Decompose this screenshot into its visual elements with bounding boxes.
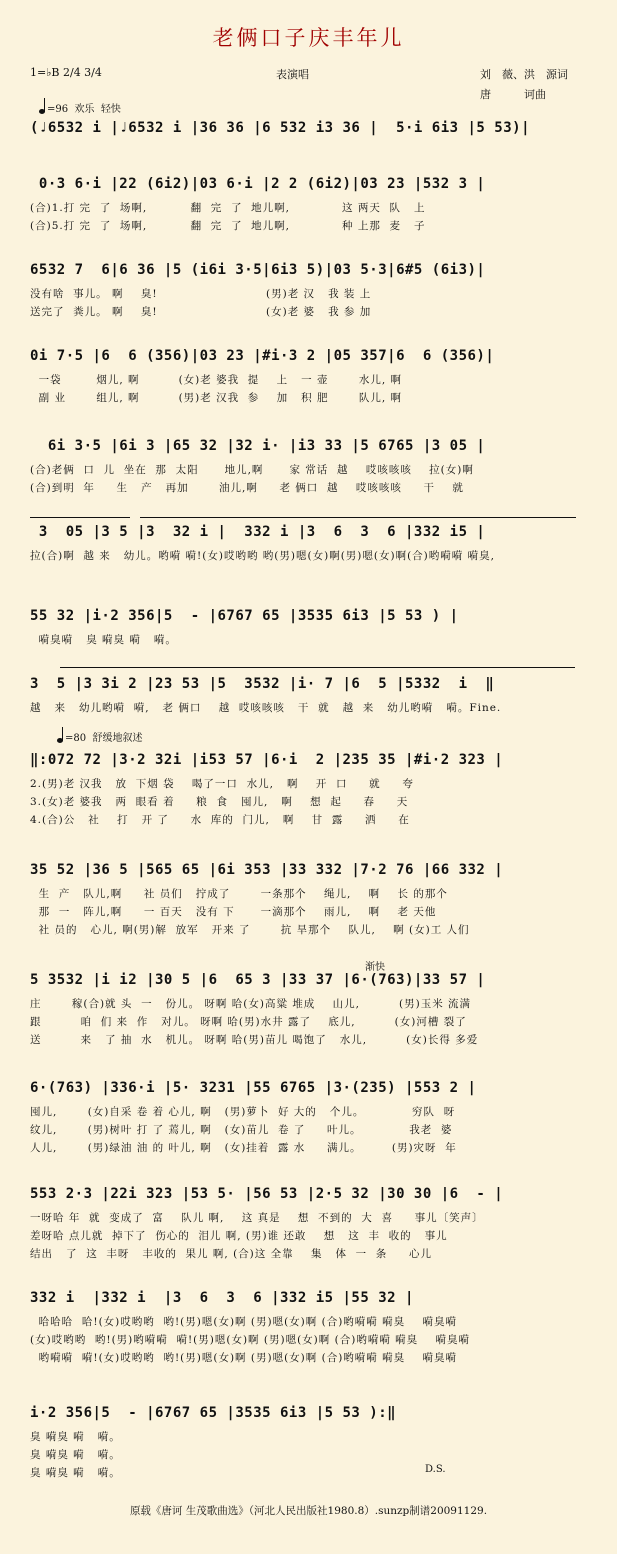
lyric-line: (合)5.打 完 了 场啊, 翻 完 了 地儿啊, 种 上那 麦 子 — [30, 220, 426, 232]
lyric-line: 纹儿, (男)树叶 打 了 蔫儿, 啊 (女)苗儿 卷 了 叶儿。 我老 婆 — [30, 1124, 453, 1136]
tempo-mark-1: =96 欢乐 轻快 — [47, 104, 121, 115]
notation-line: (♩6532 i |♩6532 i |36 36 |6 532 i3 36 | 5·i 6i3 |5 53)| — [30, 120, 531, 136]
lyric-line: (合)1.打 完 了 场啊, 翻 完 了 地儿啊, 这 两天 队 上 — [30, 202, 426, 214]
lyric-line: 生 产 队儿,啊 社 员们 拧成了 一条那个 绳儿, 啊 长 的那个 — [30, 888, 448, 900]
notation-line: 6·(763) |336·i |5· 3231 |55 6765 |3·(235) |553 2 | — [30, 1080, 477, 1096]
lyric-line: 送完了 粪儿。 啊 臭! (女)老 婆 我 参 加 — [30, 306, 372, 318]
notation-line: 3 05 |3 5 |3 32 i | 332 i |3 6 3 6 |332 i5 | — [30, 524, 486, 540]
lyric-line: 那 一 阵儿,啊 一 百天 没有 下 一滴那个 雨儿, 啊 老 天他 — [30, 906, 437, 918]
notation-line: i·2 356|5 - |6767 65 |3535 6i3 |5 53 ):‖ — [30, 1405, 397, 1421]
lyric-line: 没有啥 事儿。 啊 臭! (男)老 汉 我 装 上 — [30, 288, 372, 300]
notation-line: 553 2·3 |22i 323 |53 5· |56 53 |2·5 32 |30 30 |6 - | — [30, 1186, 504, 1202]
quarter-note-icon — [39, 109, 45, 114]
notation-line: 6532 7 6|6 36 |5 (i6i 3·5|6i3 5)|03 5·3|6#5 (6i3)| — [30, 262, 486, 278]
tempo-mark-2: =80 舒缓地叙述 — [65, 733, 143, 744]
lyric-line: 囤儿, (女)自采 卷 着 心儿, 啊 (男)萝卜 好 大的 个儿。 穷队 呀 — [30, 1106, 456, 1118]
lyric-line: (女)哎哟哟 哟!(男)哟嗬嗬 嗬!(男)嗯(女)啊 (男)嗯(女)啊 (合)哟嗬嗬 嗬臭 嗬臭嗬 — [30, 1334, 471, 1346]
notation-line: 0i 7·5 |6 6 (356)|03 23 |#i·3 2 |05 357|6 6 (356)| — [30, 348, 495, 364]
lyric-line: 庄 稼(合)就 头 一 份儿。 呀啊 哈(女)高粱 堆成 山儿, (男)玉米 流满 — [30, 998, 472, 1010]
composer-credit: 唐 诃曲 — [480, 88, 546, 101]
volta-bracket-1 — [30, 517, 130, 524]
volta-bracket-3 — [60, 667, 575, 674]
lyric-line: 3.(女)老 婆我 两 眼看 着 粮 食 囤儿, 啊 想 起 春 天 — [30, 796, 409, 808]
lyric-line: 4.(合)公 社 打 开 了 水 库的 门儿, 啊 甘 露 洒 在 — [30, 814, 410, 826]
notation-line: 5 3532 |i i2 |30 5 |6 65 3 |33 37 |6·(763)|33 57 | — [30, 972, 486, 988]
lyric-line: 一呀哈 年 就 变成了 富 队儿 啊, 这 真是 想 不到的 大 喜 事儿〔笑声〕 — [30, 1212, 484, 1224]
notation-line: 6i 3·5 |6i 3 |65 32 |32 i· |i3 33 |5 6765 |3 05 | — [30, 438, 486, 454]
ds-mark: D.S. — [425, 1464, 446, 1475]
lyric-line: 跟 咱 们 来 作 对儿。 呀啊 哈(男)水井 露了 底儿, (女)河槽 裂了 — [30, 1016, 467, 1028]
song-title: 老俩口子庆丰年儿 — [212, 26, 405, 50]
lyric-line: 送 来 了 抽 水 机儿。 呀啊 哈(男)苗儿 喝饱了 水儿, (女)长得 多爱 — [30, 1034, 479, 1046]
lyric-line: (合)老俩 口 儿 坐在 那 太阳 地儿,啊 家 常话 越 哎咳咳咳 拉(女)啊 — [30, 464, 474, 476]
notation-line: 35 52 |36 5 |565 65 |6i 353 |33 332 |7·2 76 |66 332 | — [30, 862, 504, 878]
lyric-line: 臭 嗬臭 嗬 嗬。 — [30, 1431, 121, 1443]
performance-form: 表演唱 — [276, 68, 309, 81]
lyric-line: 副 业 组儿, 啊 (男)老 汉我 参 加 积 肥 队儿, 啊 — [30, 392, 403, 404]
lyric-line: (合)到明 年 生 产 再加 油儿,啊 老 俩口 越 哎咳咳咳 干 就 — [30, 482, 464, 494]
quarter-note-icon — [57, 738, 63, 743]
lyricist-credit: 刘 薇、洪 源词 — [480, 68, 568, 81]
source-footer: 原载《唐诃 生茂歌曲选》（河北人民出版社1980.8）.sunzp制谱20091129. — [129, 1505, 488, 1517]
speed-mark: 渐快 — [365, 962, 385, 973]
notation-line: 0·3 6·i |22 (6i2)|03 6·i |2 2 (6i2)|03 23 |532 3 | — [30, 176, 486, 192]
notation-line: 332 i |332 i |3 6 3 6 |332 i5 |55 32 | — [30, 1290, 414, 1306]
volta-bracket-2 — [140, 517, 576, 524]
lyric-line: 臭 嗬臭 嗬 嗬。 — [30, 1449, 121, 1461]
notation-line: 55 32 |i·2 356|5 - |6767 65 |3535 6i3 |5 53 ) | — [30, 608, 459, 624]
lyric-line: 社 员的 心儿, 啊(男)解 放军 开来 了 抗 旱那个 队儿, 啊 (女)工 人们 — [30, 924, 470, 936]
notation-line: 3 5 |3 3i 2 |23 53 |5 3532 |i· 7 |6 5 |5332 i ‖ — [30, 676, 495, 692]
lyric-line: 哈哈哈 哈!(女)哎哟哟 哟!(男)嗯(女)啊 (男)嗯(女)啊 (合)哟嗬嗬 嗬臭 嗬臭嗬 — [30, 1316, 457, 1328]
lyric-line: 臭 嗬臭 嗬 嗬。 — [30, 1467, 121, 1479]
lyric-line: 哟嗬嗬 嗬!(女)哎哟哟 哟!(男)嗯(女)啊 (男)嗯(女)啊 (合)哟嗬嗬 嗬臭 嗬臭嗬 — [30, 1352, 457, 1364]
key-signature: 1=♭B 2/4 3/4 — [30, 66, 102, 79]
lyric-line: 一袋 烟儿, 啊 (女)老 婆我 提 上 一 壶 水儿, 啊 — [30, 374, 403, 386]
lyric-line: 嗬臭嗬 臭 嗬臭 嗬 嗬。 — [30, 634, 177, 646]
lyric-line: 人儿, (男)绿油 油 的 叶儿, 啊 (女)挂着 露 水 满儿。 (男)灾呀 年 — [30, 1142, 457, 1154]
notation-line: ‖:072 72 |3·2 32i |i53 57 |6·i 2 |235 35 |#i·2 323 | — [30, 752, 504, 768]
lyric-line: 拉(合)啊 越 来 幼儿。哟嗬 嗬!(女)哎哟哟 哟(男)嗯(女)啊(男)嗯(女)啊(合)哟嗬嗬 嗬臭, — [30, 550, 495, 562]
lyric-line: 结出 了 这 丰呀 丰收的 果儿 啊, (合)这 全靠 集 体 一 条 心儿 — [30, 1248, 432, 1260]
lyric-line: 差呀哈 点儿就 掉下了 伤心的 泪儿 啊, (男)谁 还敢 想 这 丰 收的 事儿 — [30, 1230, 448, 1242]
lyric-line: 2.(男)老 汉我 放 下烟 袋 喝了一口 水儿, 啊 开 口 就 夸 — [30, 778, 414, 790]
lyric-line: 越 来 幼儿哟嗬 嗬, 老 俩口 越 哎咳咳咳 干 就 越 来 幼儿哟嗬 嗬。Fine. — [30, 702, 502, 714]
